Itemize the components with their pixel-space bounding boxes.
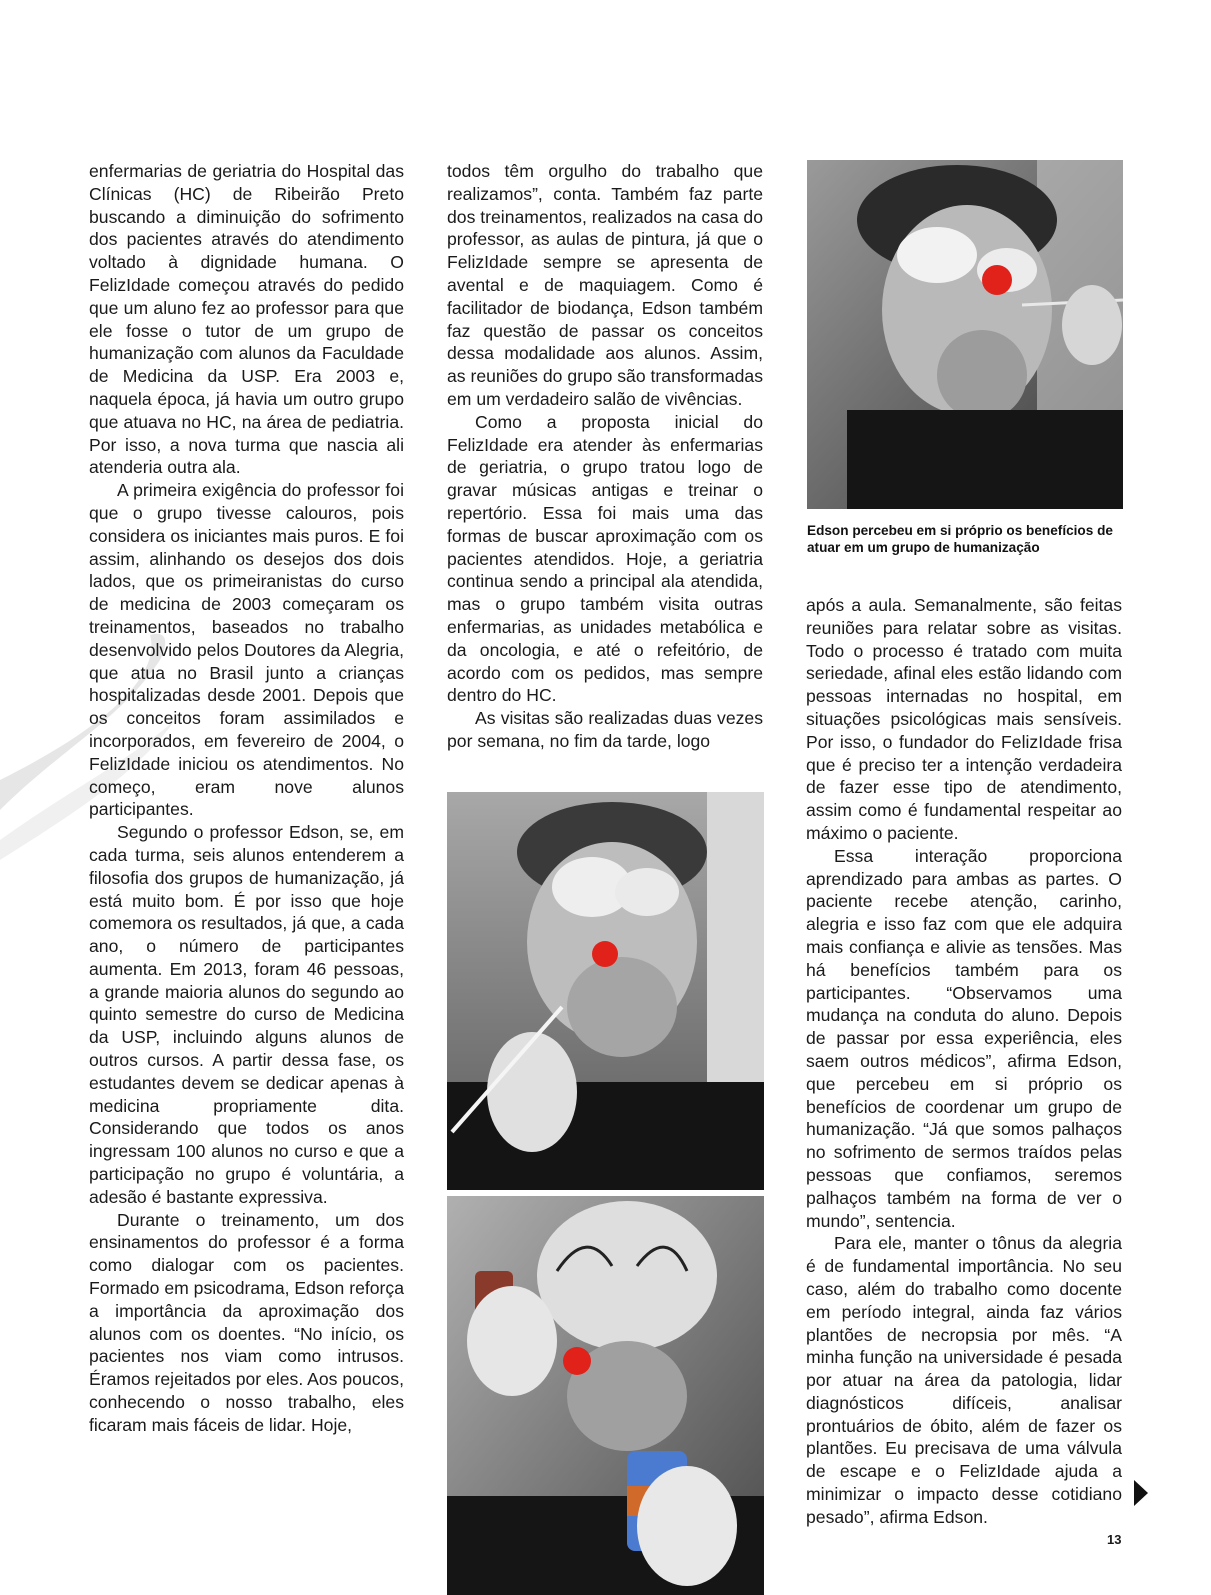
paragraph: Durante o treinamento, um dos ensinamentos do professor é a forma como dialogar com os pacientes. Formado em psicodrama, Edson reforça a importância da aproximação dos alunos com os doentes. “No início, os pacientes nos viam como intrusos. Éramos rejeitados por eles. Aos poucos, conhecendo o nosso trabalho, eles ficaram mais fáceis de lidar. Hoje, — [89, 1209, 404, 1435]
paragraph: Segundo o professor Edson, se, em cada turma, seis alunos entenderem a filosofia dos grupos de humanização, já está muito bom. É por isso que hoje comemora os resultados, já que, a cada ano, o número de participantes aumenta. Em 2013, foram 46 pessoas, a grande maioria alunos do segundo ao quinto semestre do curso de Medicina da USP, incluindo alguns alunos de outros cursos. A partir dessa fase, os estudantes devem se dedicar apenas à medicina propriamente dita. Considerando que todos os anos ingressam 100 alunos no curso e que a participação no grupo é voluntária, a adesão é bastante expressiva. — [89, 822, 404, 1207]
page-number: 13 — [1107, 1532, 1122, 1547]
article-column-2 — [447, 160, 763, 753]
paragraph: após a aula. Semanalmente, são feitas reuniões para relatar sobre as visitas. Todo o processo é tratado com muita seriedade, afinal eles estão lidando com pessoas internadas no hospital, em situações psicológicas mais sensíveis. Por isso, o fundador do FelizIdade frisa que é preciso ter a intenção verdadeira de fazer esse tipo de atendimento, assim como é fundamental respeitar ao máximo o paciente. — [806, 595, 1122, 843]
paragraph: Para ele, manter o tônus da alegria é de fundamental importância. No seu caso, além do trabalho como docente em período integral, ainda faz vários plantões de necropsia por mês. “A minha função na universidade é pesada por atuar na área da patologia, lidar diagnósticos difíceis, analisar prontuários de óbito, além de fazer os plantões. Eu precisava de uma válvula de escape e o FelizIdade ajuda a minimizar o impacto desse cotidiano pesado”, afirma Edson. — [806, 1233, 1122, 1527]
next-page-arrow-icon — [1134, 1480, 1148, 1506]
paragraph: As visitas são realizadas duas vezes por semana, no fim da tarde, logo — [447, 708, 763, 751]
article-column-3 — [806, 594, 1122, 1529]
paragraph: enfermarias de geriatria do Hospital das Clínicas (HC) de Ribeirão Preto buscando a diminuição do sofrimento dos pacientes através do atendimento voltado à dignidade humana. O FelizIdade começou através do pedido que um aluno fez ao professor para que ele fosse o tutor de um grupo de humanização com alunos da Faculdade de Medicina da USP. Era 2003 e, naquela época, já havia um outro grupo que atuava no HC, na área de pediatria. Por isso, a nova turma que nascia ali atenderia outra ala. — [89, 161, 404, 478]
paragraph: Como a proposta inicial do FelizIdade era atender às enfermarias de geriatria, o grupo tratou logo de gravar músicas antigas e treinar o repertório. Essa foi mais uma das formas de buscar aproximação com os pacientes atendidos. Hoje, a geriatria continua sendo a principal ala atendida, mas o grupo também visita outras enfermarias, as unidades metabólica e da oncologia, e até o refeitório, de acordo com os pedidos, mas sempre dentro do HC. — [447, 411, 763, 706]
paragraph: A primeira exigência do professor foi que o grupo tivesse calouros, pois considera os iniciantes mais puros. E foi assim, alinhando os desejos dos dois lados, que os primeiranistas do curso de medicina de 2003 começaram os treinamentos, baseados no trabalho desenvolvido pelos Doutores da Alegria, que atua no Brasil junto a crianças hospitalizadas desde 2001. Depois que os conceitos foram assimilados e incorporados, em fevereiro de 2004, o FelizIdade iniciou os atendimentos. No começo, eram nove alunos participantes. — [89, 480, 404, 820]
paragraph: Essa interação proporciona aprendizado para ambas as partes. O paciente recebe atenção, carinho, alegria e isso faz com que ele adquira mais confiança e alivie as tensões. Mas há benefícios também para os participantes. “Observamos uma mudança na conduta do aluno. Depois de passar por essa experiência, eles saem outros médicos”, afirma Edson, que percebeu em si próprio os benefícios de coordenar um grupo de humanização. “Já que somos palhaços no sofrimento de sermos traídos pelas pessoas que confiamos, seremos palhaços também na forma de ver o mundo”, sentencia. — [806, 845, 1122, 1231]
photo-clown-smiling — [447, 1196, 764, 1595]
paragraph: todos têm orgulho do trabalho que realizamos”, conta. Também faz parte dos treinamentos, realizados na casa do professor, as aulas de pintura, já que o FelizIdade sempre se apresenta de avental e de maquiagem. Como é facilitador de biodança, Edson também faz questão de passar os conceitos dessa modalidade aos alunos. Assim, as reuniões do grupo são transformadas em um verdadeiro salão de vivências. — [447, 161, 763, 409]
article-column-1 — [89, 160, 404, 1437]
photo-clown-looking-up — [447, 792, 764, 1190]
photo-caption: Edson percebeu em si próprio os benefícios de atuar em um grupo de humanização — [807, 523, 1113, 555]
photo-clown-makeup-profile — [807, 160, 1123, 509]
